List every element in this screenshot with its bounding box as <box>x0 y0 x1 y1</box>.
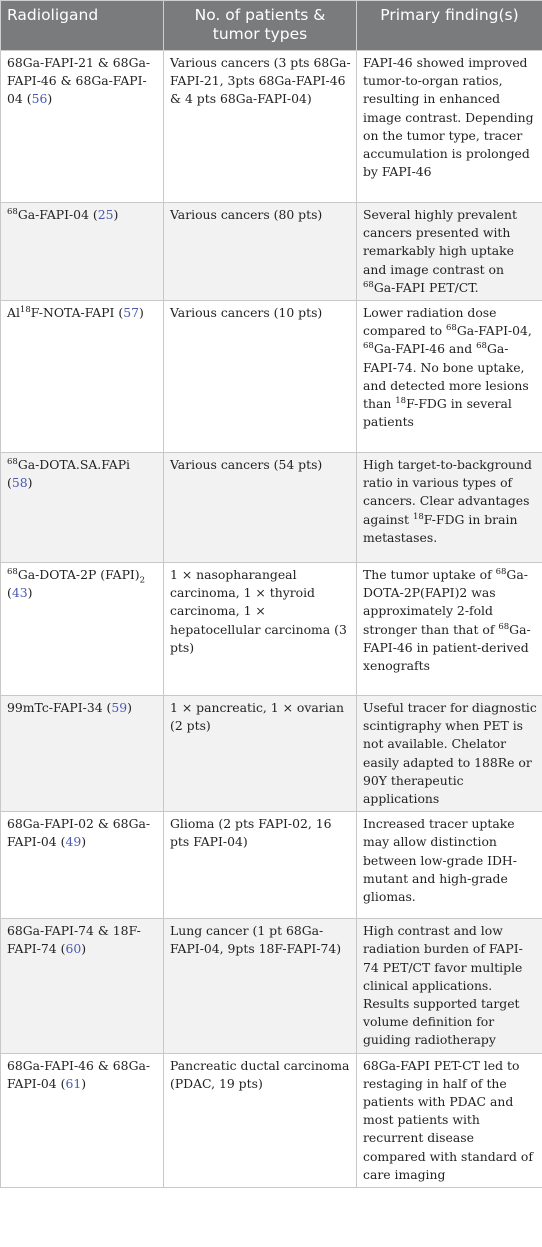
finding-text: F-FDG in brain metastases. <box>363 511 518 545</box>
patients-cell: Various cancers (10 pts) <box>164 301 357 453</box>
ligand-text: 68Ga-FAPI-74 & 18F-FAPI-74 <box>7 923 141 957</box>
reference-link[interactable]: 56 <box>31 91 48 107</box>
patients-cell: Lung cancer (1 pt 68Ga-FAPI-04, 9pts 18F-FAPI-74) <box>164 919 357 1053</box>
finding-text: Ga-FAPI-74. No bone uptake, and detected more lesions than <box>363 341 529 412</box>
finding-text: High target-to-background ratio in various types of cancers. Clear advantages against <box>363 457 532 527</box>
ligand-cell: 68Ga-FAPI-21 & 68Ga-FAPI-46 & 68Ga-FAPI-04 (56) <box>1 51 164 203</box>
finding-cell <box>357 453 542 563</box>
finding-cell <box>357 203 542 301</box>
finding-cell: FAPI-46 showed improved tumor-to-organ ratios, resulting in enhanced image contrast. Depending on the tumor type, tracer accumulation is prolonged by FAPI-46 <box>357 51 542 203</box>
reference-link[interactable]: 59 <box>111 700 128 716</box>
patients-cell: Various cancers (80 pts) <box>164 203 357 301</box>
superscript: 68 <box>495 566 507 577</box>
patients-cell: 1 × nasopharangeal carcinoma, 1 × thyroid carcinoma, 1 × hepatocellular carcinoma (3 pts) <box>164 563 357 696</box>
reference-link[interactable]: 25 <box>97 207 114 222</box>
ligand-cell: 68Ga-FAPI-74 & 18F-FAPI-74 (60) <box>1 919 164 1053</box>
finding-cell: 68Ga-FAPI PET-CT led to restaging in half of the patients with PDAC and most patients with recurrent disease compared with standard of care imaging <box>357 1053 542 1187</box>
ligand-text: Ga-DOTA-2P (FAPI) <box>17 567 140 583</box>
ligand-text: 68Ga-FAPI-02 & 68Ga-FAPI-04 <box>7 816 151 850</box>
patients-cell: 1 × pancreatic, 1 × ovarian (2 pts) <box>164 696 357 812</box>
header-radioligand: Radioligand <box>1 1 164 51</box>
superscript: 18 <box>395 395 407 406</box>
finding-cell: Increased tracer uptake may allow distinction between low-grade IDH-mutant and high-grade gliomas. <box>357 812 542 919</box>
table-row <box>1 453 542 563</box>
table-header <box>1 1 542 51</box>
superscript: 68 <box>363 341 374 352</box>
ligand-cell: 68Ga-FAPI-02 & 68Ga-FAPI-04 (49) <box>1 812 164 919</box>
table-row <box>1 203 542 301</box>
table-row <box>1 301 542 453</box>
table-row <box>1 563 542 696</box>
table-row <box>1 1053 542 1187</box>
patients-cell: Various cancers (54 pts) <box>164 453 357 563</box>
finding-text: Lower radiation dose compared to <box>363 305 497 339</box>
superscript: 18 <box>19 304 31 315</box>
table-row <box>1 696 542 812</box>
ligand-cell: 99mTc-FAPI-34 (59) <box>1 696 164 812</box>
finding-text: Ga-FAPI-46 in patient-derived xenografts <box>363 621 531 674</box>
table-row <box>1 51 542 203</box>
superscript: 68 <box>7 456 18 467</box>
ligand-text: 68Ga-FAPI-46 & 68Ga-FAPI-04 <box>7 1057 151 1091</box>
ligand-text: 99mTc-FAPI-34 <box>7 700 103 716</box>
finding-cell: High contrast and low radiation burden of FAPI-74 PET/CT favor multiple clinical applications. Results supported target volume definition for guiding radiotherapy <box>357 919 542 1053</box>
subscript: 2 <box>139 575 146 586</box>
reference-link[interactable]: 49 <box>65 834 82 850</box>
finding-text: F-FDG in several patients <box>363 396 512 430</box>
ligand-cell: $^{68}$Ga-DOTA-2P $(FAPI)_2$ (43) <box>1 563 164 696</box>
reference-link[interactable]: 61 <box>65 1075 82 1091</box>
patients-cell: Various cancers (3 pts 68Ga-FAPI-21, 3pts 68Ga-FAPI-46 & 4 pts 68Ga-FAPI-04) <box>164 51 357 203</box>
finding-cell <box>357 563 542 696</box>
reference-link[interactable]: 58 <box>11 475 28 491</box>
superscript: 68 <box>363 279 374 290</box>
superscript: 68 <box>476 341 487 352</box>
table-row <box>1 812 542 919</box>
superscript: 18 <box>412 511 424 522</box>
finding-text: Several highly prevalent cancers presented with remarkably high uptake and image contrast on <box>363 207 517 277</box>
ligand-cell: $^{68}$Ga-DOTA.SA.FAPi (58) <box>1 453 164 563</box>
header-findings: Primary finding(s) <box>357 1 542 51</box>
ligand-text: 68Ga-FAPI-21 & 68Ga-FAPI-46 & 68Ga-FAPI-04 <box>7 55 151 107</box>
ligand-text: Ga-FAPI-04 <box>17 207 89 222</box>
table-row <box>1 919 542 1053</box>
ligand-cell: 68Ga-FAPI-46 & 68Ga-FAPI-04 (61) <box>1 1053 164 1187</box>
ligand-cell: Al$^{18}$F-NOTA-FAPI (57) <box>1 301 164 453</box>
patients-cell: Glioma (2 pts FAPI-02, 16 pts FAPI-04) <box>164 812 357 919</box>
finding-text: The tumor uptake of <box>363 567 496 583</box>
finding-cell: Useful tracer for diagnostic scintigraphy when PET is not available. Chelator easily adapted to 188Re or 90Y therapeutic applications <box>357 696 542 812</box>
superscript: 68 <box>7 206 18 217</box>
superscript: 68 <box>498 621 510 632</box>
finding-cell <box>357 301 542 453</box>
superscript: 68 <box>7 566 18 577</box>
superscript: 68 <box>445 323 457 334</box>
ligand-text: F-NOTA-FAPI <box>30 305 115 321</box>
patients-cell: Pancreatic ductal carcinoma (PDAC, 19 pts) <box>164 1053 357 1187</box>
reference-link[interactable]: 57 <box>123 305 139 321</box>
header-row <box>1 1 542 51</box>
header-patients: No. of patients & tumor types <box>164 1 357 51</box>
reference-link[interactable]: 43 <box>11 585 28 601</box>
ligand-cell: $^{68}$Ga-FAPI-04 (25) <box>1 203 164 301</box>
finding-text: Ga-DOTA-2P(FAPI)2 was approximately 2-fold stronger than that of <box>363 567 528 637</box>
finding-text: Ga-FAPI-04, <box>456 323 532 339</box>
finding-text: Ga-FAPI PET/CT. <box>373 279 479 295</box>
reference-link[interactable]: 60 <box>65 941 82 957</box>
ligand-text: Ga-DOTA.SA.FAPi <box>17 457 131 473</box>
finding-text: Ga-FAPI-46 and <box>373 341 477 357</box>
ligand-text: Al <box>7 305 20 321</box>
